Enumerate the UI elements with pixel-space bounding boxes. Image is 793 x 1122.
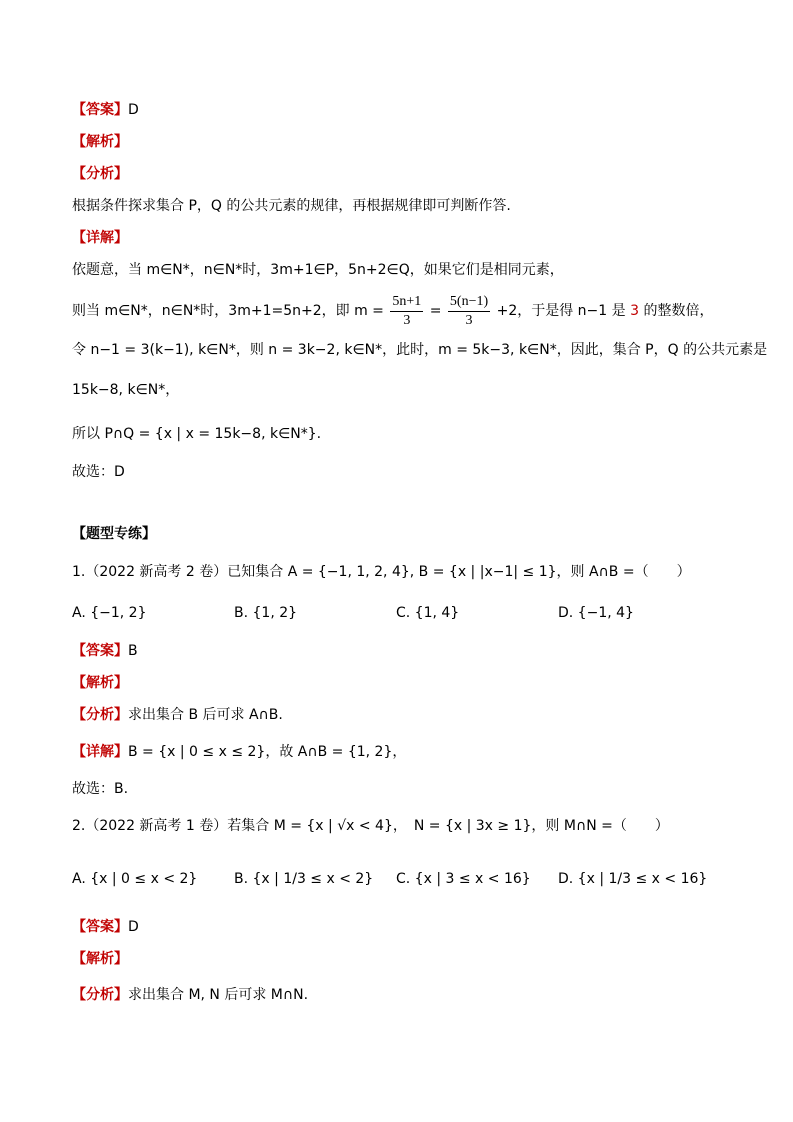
q2-fenxi-text: 求出集合 M, N 后可求 M∩N. bbox=[128, 987, 309, 1003]
q2-answer-value: D bbox=[128, 919, 139, 935]
q1-fenxi-text: 求出集合 B 后可求 A∩B. bbox=[128, 707, 283, 723]
detail-line-2-a: 则当 m∈N*，n∈N*时，3m+1=5n+2，即 m = bbox=[72, 303, 384, 319]
q2-stem: 2.（2022 新高考 1 卷）若集合 M = {x | √x < 4}， N = {x | 3x ≥ 1}，则 M∩N =（ ） bbox=[72, 818, 669, 834]
analysis-label: 【解析】 bbox=[72, 134, 128, 150]
answer-line-1 bbox=[72, 100, 139, 120]
q1-answer-line bbox=[72, 641, 138, 661]
q1-option-a: A. {−1, 2} bbox=[72, 605, 147, 621]
fraction-2-numerator: 5(n−1) bbox=[448, 293, 490, 312]
q1-select: 故选：B. bbox=[72, 781, 129, 797]
detail-line-2 bbox=[72, 292, 713, 330]
q2-analysis-label: 【解析】 bbox=[72, 951, 128, 967]
fenxi-text: 根据条件探求集合 P，Q 的公共元素的规律，再根据规律即可判断作答. bbox=[72, 198, 511, 214]
q2-fenxi-label: 【分析】 bbox=[72, 987, 128, 1003]
q2-option-c: C. {x | 3 ≤ x < 16} bbox=[396, 871, 531, 887]
detail-label: 【详解】 bbox=[72, 230, 128, 246]
q1-fenxi-line bbox=[72, 705, 283, 725]
fraction-1 bbox=[390, 293, 423, 330]
q2-option-a: A. {x | 0 ≤ x < 2} bbox=[72, 871, 198, 887]
q1-stem: 1.（2022 新高考 2 卷）已知集合 A = {−1, 1, 2, 4}, B = {x | |x−1| ≤ 1}，则 A∩B =（ ） bbox=[72, 564, 691, 580]
q2-answer-label: 【答案】 bbox=[72, 919, 128, 935]
q1-detail-text: B = {x | 0 ≤ x ≤ 2}，故 A∩B = {1, 2}， bbox=[128, 744, 407, 760]
detail-line-4: 15k−8, k∈N*， bbox=[72, 382, 180, 398]
q1-option-b: B. {1, 2} bbox=[234, 605, 298, 621]
q2-option-d: D. {x | 1/3 ≤ x < 16} bbox=[558, 871, 708, 887]
fraction-2 bbox=[448, 293, 490, 330]
fraction-1-numerator: 5n+1 bbox=[390, 293, 423, 312]
q1-answer-value: B bbox=[128, 643, 138, 659]
section-title: 【题型专练】 bbox=[72, 526, 156, 542]
q1-answer-label: 【答案】 bbox=[72, 643, 128, 659]
fraction-1-denominator: 3 bbox=[403, 312, 411, 328]
q2-fenxi-line bbox=[72, 985, 308, 1005]
q1-detail-label: 【详解】 bbox=[72, 744, 128, 760]
detail-line-3: 令 n−1 = 3(k−1), k∈N*，则 n = 3k−2, k∈N*，此时，m = 5k−3, k∈N*，因此，集合 P，Q 的公共元素是 bbox=[72, 342, 768, 358]
q2-answer-line bbox=[72, 917, 139, 937]
answer-label: 【答案】 bbox=[72, 102, 128, 118]
q2-option-b: B. {x | 1/3 ≤ x < 2} bbox=[234, 871, 374, 887]
q1-fenxi-label: 【分析】 bbox=[72, 707, 128, 723]
detail-line-5: 所以 P∩Q = {x | x = 15k−8, k∈N*}. bbox=[72, 426, 322, 442]
fraction-2-denominator: 3 bbox=[465, 312, 473, 328]
detail-line-2-b: +2，于是得 n−1 是 bbox=[496, 303, 626, 319]
answer-value: D bbox=[128, 102, 139, 118]
q1-detail-line bbox=[72, 742, 406, 762]
detail-line-1: 依题意，当 m∈N*，n∈N*时，3m+1∈P，5n+2∈Q，如果它们是相同元素， bbox=[72, 262, 564, 278]
fenxi-label: 【分析】 bbox=[72, 166, 128, 182]
detail-line-6: 故选：D bbox=[72, 464, 125, 480]
detail-line-2-c: 的整数倍， bbox=[643, 303, 714, 319]
q1-analysis-label: 【解析】 bbox=[72, 675, 128, 691]
q1-option-d: D. {−1, 4} bbox=[558, 605, 634, 621]
equals-sign: = bbox=[429, 303, 442, 319]
q1-option-c: C. {1, 4} bbox=[396, 605, 460, 621]
detail-line-2-three: 3 bbox=[630, 303, 640, 319]
